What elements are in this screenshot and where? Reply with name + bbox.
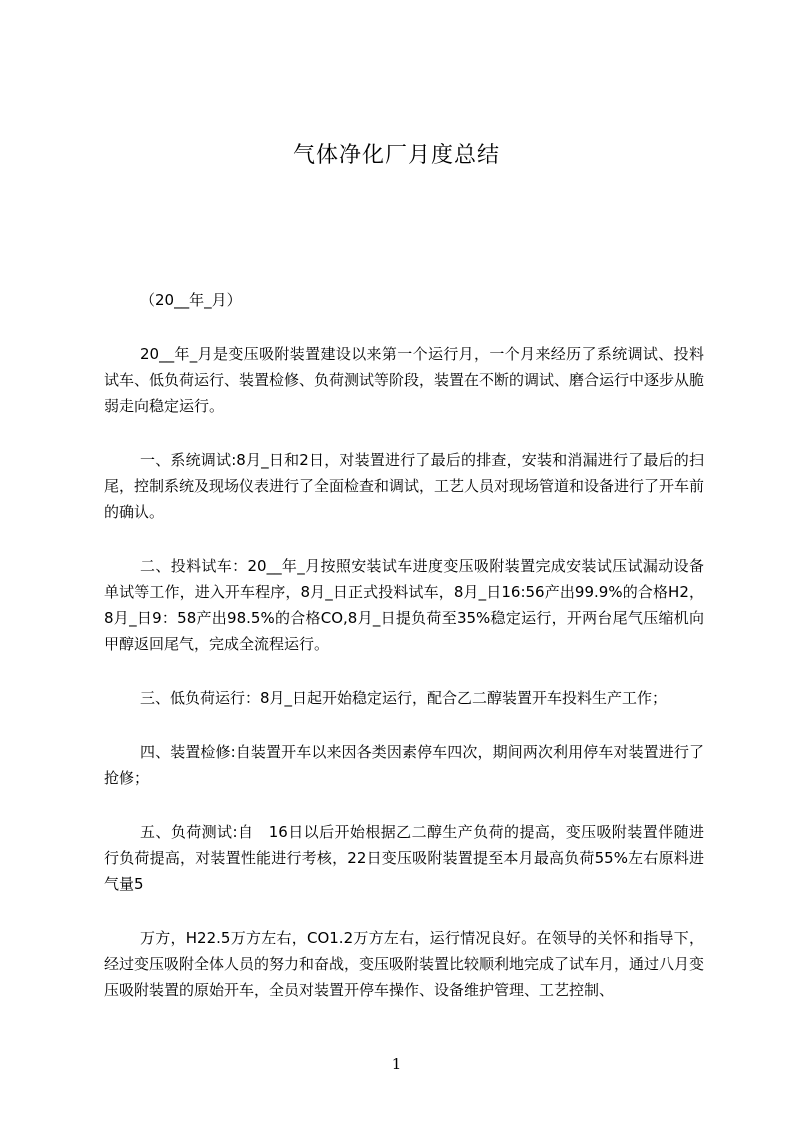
document-body <box>104 287 704 1003</box>
paragraph-intro: 20__年_月是变压吸附装置建设以来第一个运行月，一个月来经历了系统调试、投料试车、低负荷运行、装置检修、负荷测试等阶段，装置在不断的调试、磨合运行中逐步从脆弱走向稳定运行。 <box>104 345 705 415</box>
paragraph-low-load-operation: 三、低负荷运行：8月_日起开始稳定运行，配合乙二醇装置开车投料生产工作； <box>140 689 668 707</box>
document-title: 气体净化厂月度总结 <box>292 143 500 168</box>
paragraph-equipment-maintenance: 四、装置检修:自装置开车以来因各类因素停车四次，期间两次利用停车对装置进行了抢修； <box>104 743 704 787</box>
paragraph-operation-summary: 万方，H22.5万方左右，CO1.2万方左右，运行情况良好。在领导的关怀和指导下，经过变压吸附全体人员的努力和奋战，变压吸附装置比较顺利地完成了试车月，通过八月变压吸附装置的原始开车，全员对装置开停车操作、设备维护管理、工艺控制、 <box>104 929 705 999</box>
date-line: （20__年_月） <box>140 291 242 309</box>
page-number: 1 <box>391 1055 402 1073</box>
paragraph-load-test: 五、负荷测试:自 16日以后开始根据乙二醇生产负荷的提高，变压吸附装置伴随进行负荷提高，对装置性能进行考核，22日变压吸附装置提至本月最高负荷55%左右原料进气量5 <box>104 823 704 893</box>
paragraph-system-debugging: 一、系统调试:8月_日和2日，对装置进行了最后的排查，安装和消漏进行了最后的扫尾，控制系统及现场仪表进行了全面检查和调试，工艺人员对现场管道和设备进行了开车前的确认。 <box>104 451 705 521</box>
paragraph-feed-trial-run: 二、投料试车：20__年_月按照安装试车进度变压吸附装置完成安装试压试漏动设备单试等工作，进入开车程序，8月_日正式投料试车，8月_日16:56产出99.9%的合格H2，8月_日9：58产出98.5%的合格CO,8月_日提负荷至35%稳定运行，开两台尾气压缩机向甲醇返回尾气，完成全流程运行。 <box>104 557 704 653</box>
